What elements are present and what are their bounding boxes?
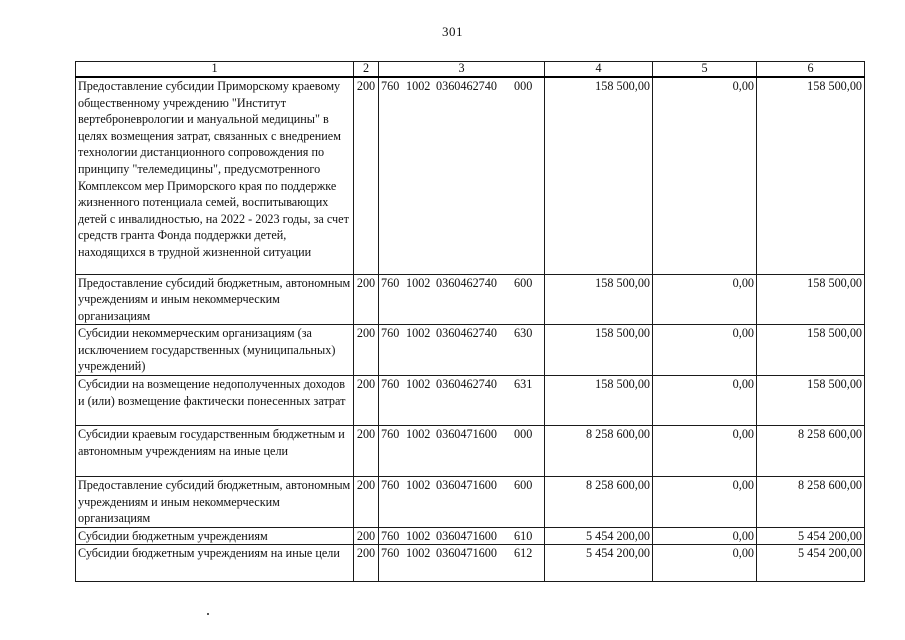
row-col2: 200 xyxy=(354,274,379,325)
code-part-4: 000 xyxy=(514,427,533,442)
row-col5: 0,00 xyxy=(653,477,757,528)
code-part-3: 0360462740 xyxy=(436,79,497,93)
code-part-2: 1002 xyxy=(406,377,431,392)
code-part-1: 760 xyxy=(381,478,400,493)
row-col4: 8 258 600,00 xyxy=(545,477,653,528)
row-col4: 158 500,00 xyxy=(545,274,653,325)
row-col4: 158 500,00 xyxy=(545,325,653,376)
code-part-3: 0360462740 xyxy=(436,275,497,290)
row-col2: 200 xyxy=(354,426,379,477)
code-part-3: 0360462740 xyxy=(436,377,497,392)
code-part-3: 0360471600 xyxy=(436,427,497,442)
row-col4: 158 500,00 xyxy=(545,376,653,426)
code-part-1: 760 xyxy=(381,546,400,561)
row-col5: 0,00 xyxy=(653,545,757,582)
scan-speck xyxy=(207,613,209,615)
row-col6: 158 500,00 xyxy=(757,274,865,325)
row-description: Субсидии краевым государственным бюджетным и автономным учреждениям на иные цели xyxy=(76,426,354,477)
row-code xyxy=(379,527,545,545)
code-part-2: 1002 xyxy=(406,275,431,290)
row-col5: 0,00 xyxy=(653,426,757,477)
code-part-3: 0360462740 xyxy=(436,326,497,341)
column-header-1: 1 xyxy=(76,62,354,78)
column-header-5: 5 xyxy=(653,62,757,78)
row-description: Предоставление субсидий бюджетным, автономным учреждениям и иным некоммерческим организациям xyxy=(76,477,354,528)
table-row xyxy=(76,77,865,274)
code-part-4: 612 xyxy=(514,546,533,561)
table-row xyxy=(76,376,865,426)
row-code xyxy=(379,325,545,376)
code-part-4: 600 xyxy=(514,275,533,290)
code-part-2: 1002 xyxy=(406,478,431,493)
table-row xyxy=(76,274,865,325)
row-col4: 5 454 200,00 xyxy=(545,527,653,545)
row-col4: 5 454 200,00 xyxy=(545,545,653,582)
row-code xyxy=(379,477,545,528)
row-col2: 200 xyxy=(354,77,379,274)
row-col6: 158 500,00 xyxy=(757,376,865,426)
row-description: Предоставление субсидии Приморскому краевому общественному учреждению "Институт вертеброневрологии и мануальной медицины" в целях возмещения затрат, связанных с внедрением технологии дистанционного сопровождения по принципу "телемедицины", предусмотренного Комплексом мер Приморского края по поддержке жизненного потенциала семей, воспитывающих детей с инвалидностью, на 2022 - 2023 годы, за счет средств гранта Фонда поддержки детей, находящихся в трудной жизненной ситуации xyxy=(76,77,354,274)
code-part-1: 760 xyxy=(381,377,400,392)
column-header-6: 6 xyxy=(757,62,865,78)
code-part-2: 1002 xyxy=(406,427,431,442)
code-part-1: 760 xyxy=(381,528,400,543)
code-part-1: 760 xyxy=(381,79,400,93)
row-col4: 158 500,00 xyxy=(545,77,653,274)
code-part-3: 0360471600 xyxy=(436,478,497,493)
row-col6: 5 454 200,00 xyxy=(757,545,865,582)
row-col6: 8 258 600,00 xyxy=(757,477,865,528)
row-col2: 200 xyxy=(354,545,379,582)
row-code xyxy=(379,77,545,274)
code-part-4: 631 xyxy=(514,377,533,392)
code-part-3: 0360471600 xyxy=(436,528,497,543)
column-header-3: 3 xyxy=(379,62,545,78)
row-code xyxy=(379,274,545,325)
code-part-1: 760 xyxy=(381,427,400,442)
row-description: Предоставление субсидий бюджетным, автономным учреждениям и иным некоммерческим организациям xyxy=(76,274,354,325)
table-row xyxy=(76,477,865,528)
row-col6: 8 258 600,00 xyxy=(757,426,865,477)
row-description: Субсидии бюджетным учреждениям на иные цели xyxy=(76,545,354,582)
row-description: Субсидии бюджетным учреждениям xyxy=(76,527,354,545)
row-description: Субсидии на возмещение недополученных доходов и (или) возмещение фактически понесенных затрат xyxy=(76,376,354,426)
row-code xyxy=(379,426,545,477)
code-part-2: 1002 xyxy=(406,79,431,93)
row-col6: 158 500,00 xyxy=(757,325,865,376)
row-col5: 0,00 xyxy=(653,527,757,545)
row-col5: 0,00 xyxy=(653,77,757,274)
row-col5: 0,00 xyxy=(653,325,757,376)
row-col5: 0,00 xyxy=(653,274,757,325)
table-row xyxy=(76,325,865,376)
row-col2: 200 xyxy=(354,477,379,528)
page-number: 301 xyxy=(442,24,463,39)
code-part-1: 760 xyxy=(381,275,400,290)
code-part-1: 760 xyxy=(381,326,400,341)
budget-table xyxy=(75,61,865,582)
code-part-3: 0360471600 xyxy=(436,546,497,561)
row-col2: 200 xyxy=(354,376,379,426)
row-col6: 5 454 200,00 xyxy=(757,527,865,545)
column-header-4: 4 xyxy=(545,62,653,78)
code-part-4: 600 xyxy=(514,478,533,493)
code-part-4: 000 xyxy=(514,79,533,93)
code-part-2: 1002 xyxy=(406,528,431,543)
row-code xyxy=(379,545,545,582)
code-part-2: 1002 xyxy=(406,326,431,341)
row-col6: 158 500,00 xyxy=(757,77,865,274)
code-part-4: 630 xyxy=(514,326,533,341)
table-row xyxy=(76,527,865,545)
row-col2: 200 xyxy=(354,325,379,376)
row-col4: 8 258 600,00 xyxy=(545,426,653,477)
row-col2: 200 xyxy=(354,527,379,545)
row-col5: 0,00 xyxy=(653,376,757,426)
column-number-row xyxy=(76,62,865,78)
row-description: Субсидии некоммерческим организациям (за исключением государственных (муниципальных) учреждений) xyxy=(76,325,354,376)
code-part-2: 1002 xyxy=(406,546,431,561)
code-part-4: 610 xyxy=(514,528,533,543)
row-code xyxy=(379,376,545,426)
table-row xyxy=(76,426,865,477)
table-row xyxy=(76,545,865,582)
column-header-2: 2 xyxy=(354,62,379,78)
